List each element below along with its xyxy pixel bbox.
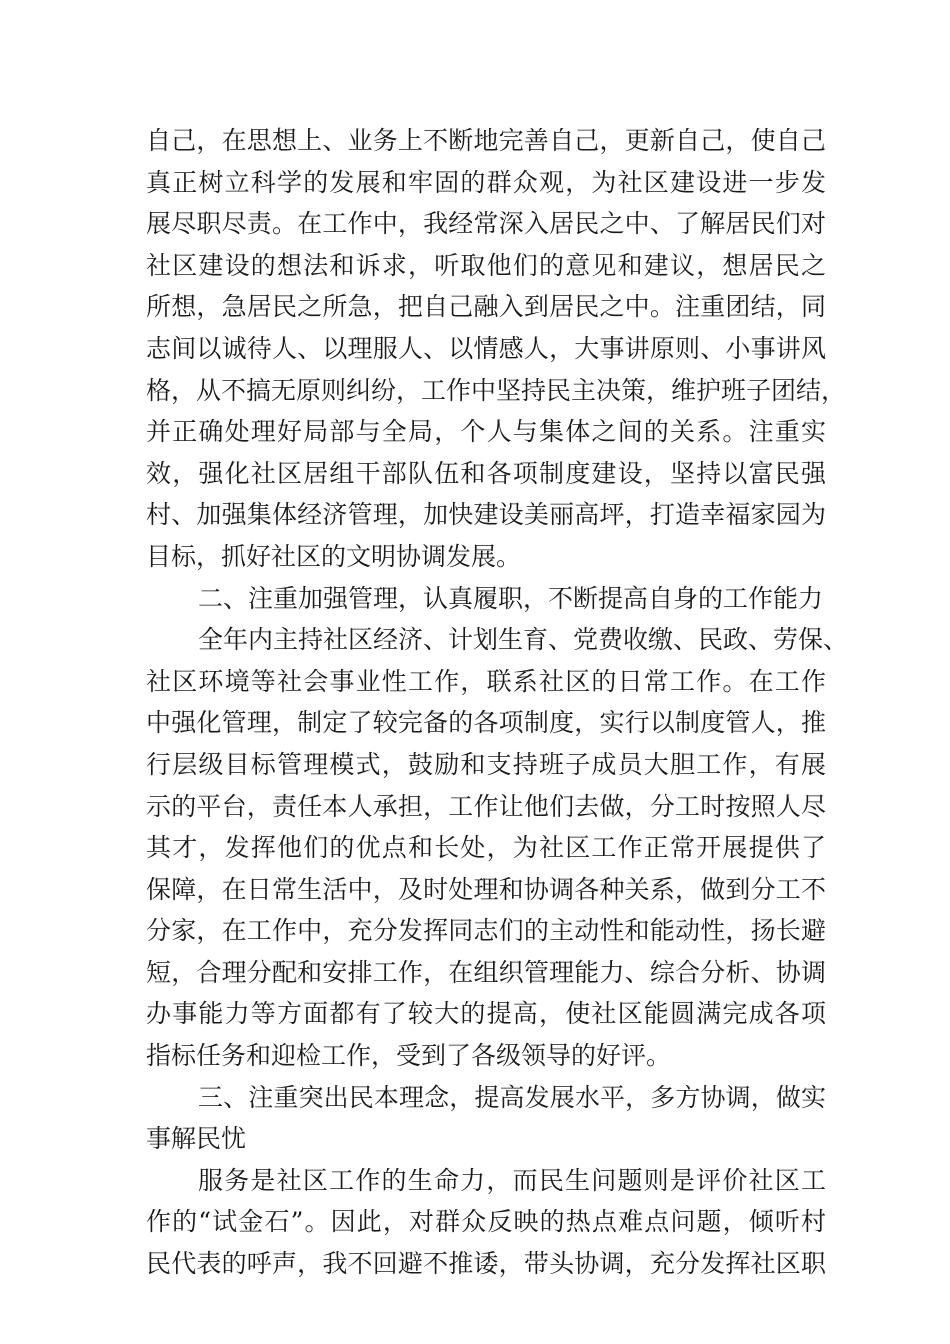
- text-line: 保障，在日常生活中，及时处理和协调各种关系，做到分工不: [146, 874, 826, 904]
- text-line: 其才，发挥他们的优点和长处，为社区工作正常开展提供了: [146, 833, 826, 863]
- section-heading-3-cont: 事解民忧: [146, 1124, 247, 1154]
- text-line: 格，从不搞无原则纠纷，工作中坚持民主决策，维护班子团结，: [146, 375, 847, 405]
- text-line: 自己，在思想上、业务上不断地完善自己，更新自己，使自己: [146, 126, 826, 155]
- text-line: 真正树立科学的发展和牢固的群众观，为社区建设进一步发: [146, 167, 826, 197]
- body-text: [146, 120, 849, 1285]
- text-line: 短，合理分配和安排工作，在组织管理能力、综合分析、协调: [146, 957, 826, 987]
- text-line: 社区环境等社会事业性工作，联系社区的日常工作。在工作: [146, 666, 826, 696]
- text-line: 志间以诚待人、以理服人、以情感人，大事讲原则、小事讲风: [146, 333, 826, 363]
- section-heading-2: 二、注重加强管理，认真履职，不断提高自身的工作能力: [198, 583, 824, 613]
- text-line: 目标，抓好社区的文明协调发展。: [146, 541, 522, 571]
- text-line: 展尽职尽责。在工作中，我经常深入居民之中、了解居民们对: [146, 209, 826, 239]
- text-line: 指标任务和迎检工作，受到了各级领导的好评。: [146, 1041, 672, 1071]
- text-line: 村、加强集体经济管理，加快建设美丽高坪，打造幸福家园为: [146, 500, 826, 530]
- text-line: 社区建设的想法和诉求，听取他们的意见和建议，想居民之: [146, 250, 826, 280]
- section-heading-3: 三、注重突出民本理念，提高发展水平，多方协调，做实: [198, 1082, 826, 1112]
- text-line: 并正确处理好局部与全局，个人与集体之间的关系。注重实: [146, 417, 826, 447]
- text-line: 中强化管理，制定了较完备的各项制度，实行以制度管人，推: [146, 708, 826, 738]
- text-line: 办事能力等方面都有了较大的提高，使社区能圆满完成各项: [146, 999, 826, 1029]
- text-line: 效，强化社区居组干部队伍和各项制度建设，坚持以富民强: [146, 458, 826, 488]
- text-line: 行层级目标管理模式，鼓励和支持班子成员大胆工作，有展: [146, 749, 826, 779]
- text-line: 作的“试金石”。因此，对群众反映的热点难点问题，倾听村: [146, 1207, 826, 1237]
- text-line: 全年内主持社区经济、计划生育、党费收缴、民政、劳保、: [198, 625, 849, 655]
- text-line: 服务是社区工作的生命力，而民生问题则是评价社区工: [198, 1165, 826, 1195]
- text-line: 民代表的呼声，我不回避不推诿，带头协调，充分发挥社区职: [146, 1249, 826, 1279]
- text-line: 示的平台，责任本人承担，工作让他们去做，分工时按照人尽: [146, 791, 826, 821]
- text-line: 分家，在工作中，充分发挥同志们的主动性和能动性，扬长避: [146, 916, 826, 946]
- text-line: 所想，急居民之所急，把自己融入到居民之中。注重团结，同: [146, 292, 826, 322]
